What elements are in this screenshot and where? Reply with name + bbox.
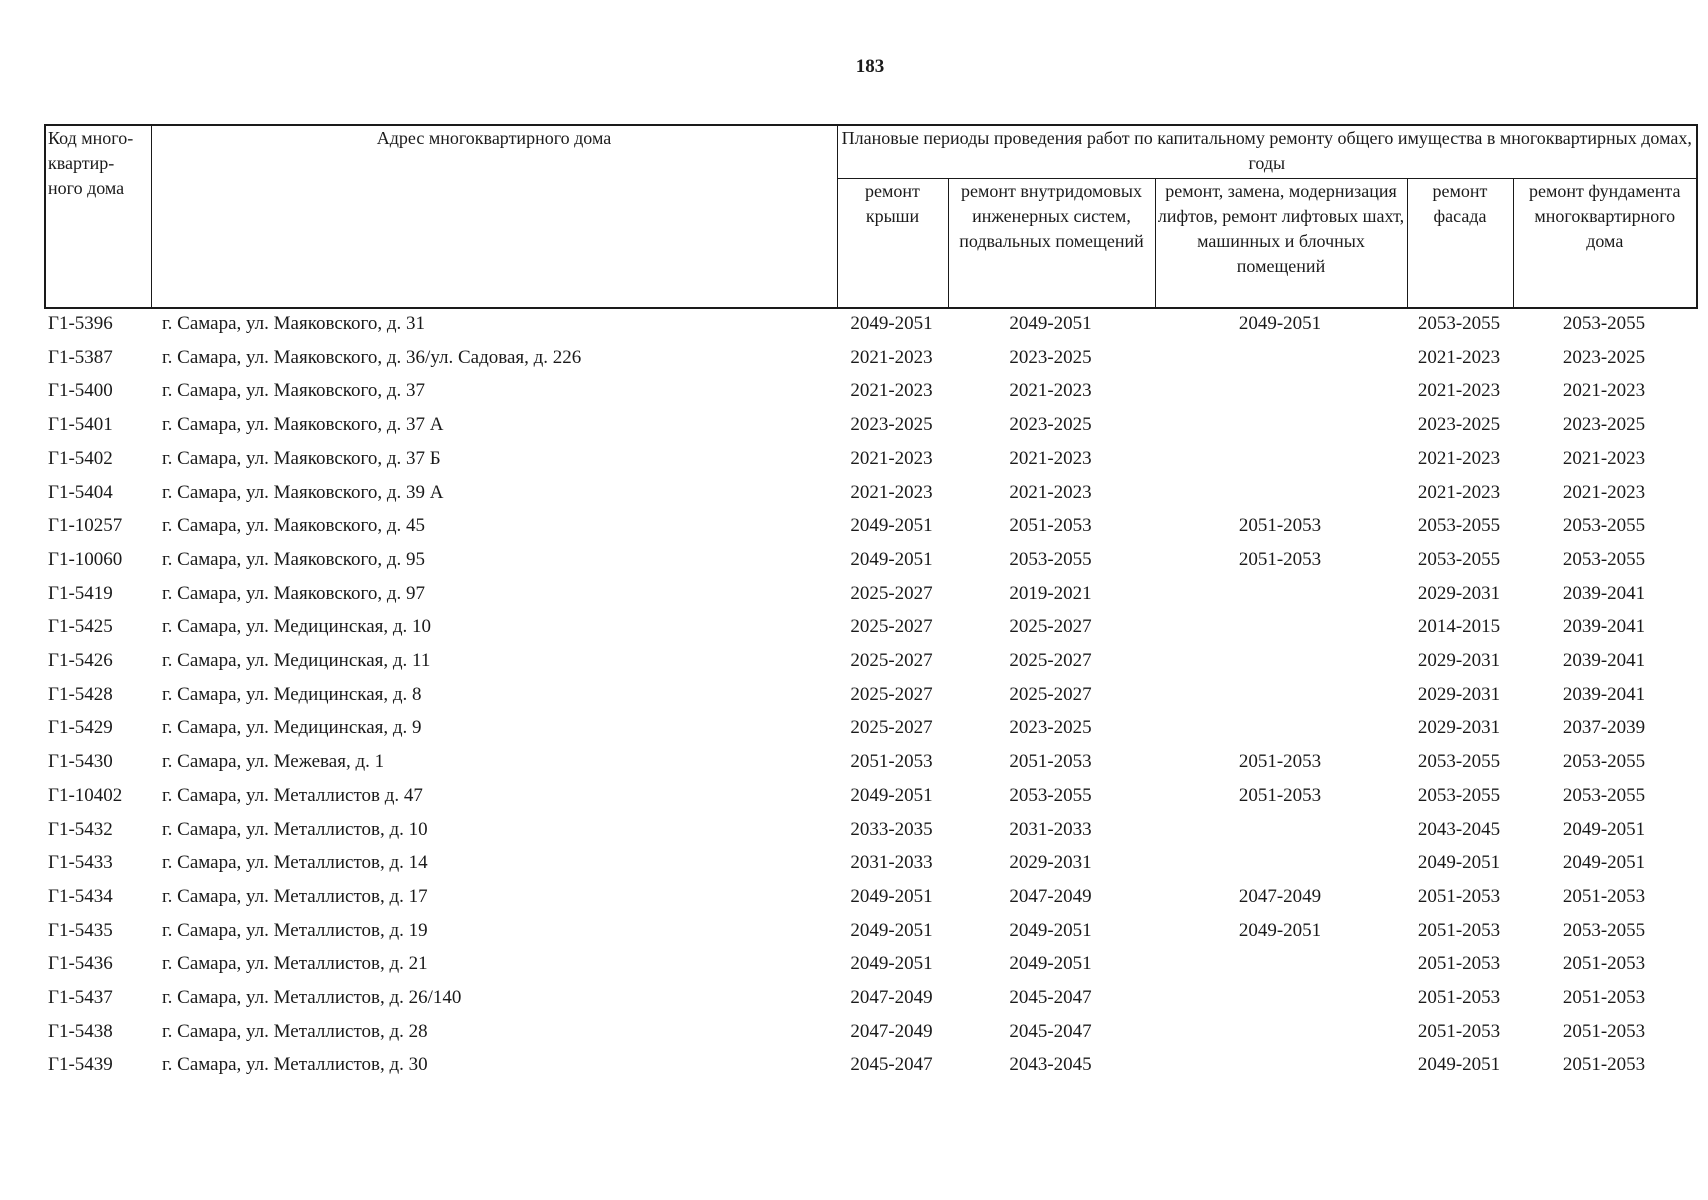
cell-elevators: 2049-2051 [1238,313,1322,334]
cell-engineering: 2049-2051 [1009,313,1092,334]
cell-facade: 2049-2051 [1417,1054,1501,1076]
cell-roof: 2021-2023 [850,380,933,402]
cell-roof: 2031-2033 [850,852,933,874]
table-row [44,846,1696,880]
cell-code: Г1-5419 [48,582,113,604]
cell-foundation: 2039-2041 [1562,582,1646,604]
cell-facade: 2014-2015 [1417,616,1501,638]
cell-address: г. Самара, ул. Металлистов, д. 19 [162,919,428,941]
cell-roof: 2049-2051 [850,784,933,806]
cell-facade: 2053-2055 [1417,515,1501,537]
cell-roof: 2025-2027 [850,717,933,739]
cell-roof: 2025-2027 [850,683,933,705]
table-row [44,476,1696,510]
cell-roof: 2049-2051 [850,548,933,570]
cell-foundation: 2051-2053 [1562,1054,1646,1076]
cell-engineering: 2025-2027 [1009,683,1092,705]
table-row [44,644,1696,678]
cell-foundation: 2051-2053 [1562,885,1646,907]
cell-facade: 2021-2023 [1417,481,1501,503]
cell-roof: 2025-2027 [850,616,933,638]
cell-foundation: 2053-2055 [1562,548,1646,570]
cell-roof: 2051-2053 [850,751,933,773]
cell-address: г. Самара, ул. Маяковского, д. 37 [162,380,426,402]
cell-address: г. Самара, ул. Металлистов, д. 26/140 [162,987,462,1009]
cell-roof: 2045-2047 [850,1054,933,1076]
cell-elevators: 2047-2049 [1238,885,1322,907]
cell-elevators [1154,1048,1406,1082]
cell-facade: 2053-2055 [1417,548,1501,570]
cell-elevators: 2049-2051 [1238,919,1322,941]
cell-code: Г1-5401 [48,414,113,436]
cell-facade: 2053-2055 [1417,751,1501,773]
cell-address: г. Самара, ул. Металлистов, д. 21 [162,953,428,975]
cell-engineering: 2023-2025 [1009,414,1092,436]
cell-facade: 2029-2031 [1417,683,1501,705]
cell-address: г. Самара, ул. Маяковского, д. 39 А [162,481,444,503]
cell-address: г. Самара, ул. Металлистов д. 47 [162,784,423,806]
header-roof: ремонт крыши [837,178,948,308]
cell-foundation: 2039-2041 [1562,683,1646,705]
cell-code: Г1-5435 [48,919,113,941]
cell-code: Г1-10402 [48,784,123,806]
cell-foundation: 2053-2055 [1562,751,1646,773]
cell-engineering: 2051-2053 [1009,751,1092,773]
cell-code: Г1-5425 [48,616,113,638]
cell-elevators [1154,610,1406,644]
cell-elevators [1154,577,1406,611]
cell-facade: 2029-2031 [1417,582,1501,604]
cell-elevators [1154,644,1406,678]
cell-address: г. Самара, ул. Металлистов, д. 14 [162,852,428,874]
cell-engineering: 2045-2047 [1009,1020,1092,1042]
table-row [44,745,1696,779]
cell-elevators [1154,947,1406,981]
cell-facade: 2043-2045 [1417,818,1501,840]
cell-roof: 2047-2049 [850,987,933,1009]
cell-code: Г1-5439 [48,1054,113,1076]
table-body [44,307,1696,1082]
cell-address: г. Самара, ул. Межевая, д. 1 [162,751,385,773]
cell-elevators: 2051-2053 [1238,548,1322,570]
table-row [44,981,1696,1015]
cell-elevators [1154,813,1406,847]
header-engineering: ремонт внутридомовых инженерных систем, подвальных помещений [948,178,1155,308]
cell-roof: 2023-2025 [850,414,933,436]
cell-code: Г1-5434 [48,885,113,907]
cell-code: Г1-5430 [48,751,113,773]
cell-code: Г1-5432 [48,818,113,840]
cell-elevators [1154,846,1406,880]
cell-address: г. Самара, ул. Медицинская, д. 9 [162,717,422,739]
cell-code: Г1-5428 [48,683,113,705]
cell-foundation: 2021-2023 [1562,481,1646,503]
cell-foundation: 2053-2055 [1562,515,1646,537]
cell-facade: 2051-2053 [1417,885,1501,907]
cell-elevators [1154,408,1406,442]
cell-foundation: 2051-2053 [1562,1020,1646,1042]
cell-address: г. Самара, ул. Маяковского, д. 95 [162,548,426,570]
cell-engineering: 2023-2025 [1009,346,1092,368]
cell-facade: 2029-2031 [1417,650,1501,672]
cell-facade: 2029-2031 [1417,717,1501,739]
cell-engineering: 2053-2055 [1009,548,1092,570]
cell-code: Г1-10257 [48,515,123,537]
cell-foundation: 2023-2025 [1562,346,1646,368]
cell-elevators [1154,1015,1406,1049]
cell-elevators [1154,374,1406,408]
cell-address: г. Самара, ул. Металлистов, д. 10 [162,818,428,840]
cell-engineering: 2053-2055 [1009,784,1092,806]
cell-foundation: 2039-2041 [1562,616,1646,638]
cell-address: г. Самара, ул. Медицинская, д. 10 [162,616,432,638]
cell-roof: 2047-2049 [850,1020,933,1042]
table-row [44,610,1696,644]
cell-engineering: 2021-2023 [1009,481,1092,503]
table-row [44,813,1696,847]
cell-code: Г1-5402 [48,447,113,469]
cell-code: Г1-5404 [48,481,113,503]
table-row [44,947,1696,981]
cell-address: г. Самара, ул. Медицинская, д. 11 [162,650,431,672]
header-facade: ремонт фасада [1407,178,1513,308]
cell-engineering: 2025-2027 [1009,650,1092,672]
cell-facade: 2023-2025 [1417,414,1501,436]
cell-elevators [1154,981,1406,1015]
cell-roof: 2025-2027 [850,650,933,672]
cell-facade: 2049-2051 [1417,852,1501,874]
cell-address: г. Самара, ул. Маяковского, д. 45 [162,515,426,537]
cell-roof: 2049-2051 [850,885,933,907]
cell-code: Г1-5387 [48,346,113,368]
cell-engineering: 2031-2033 [1009,818,1092,840]
table-row [44,711,1696,745]
table-row [44,1048,1696,1082]
cell-engineering: 2023-2025 [1009,717,1092,739]
table-row [44,577,1696,611]
cell-facade: 2053-2055 [1417,784,1501,806]
cell-elevators [1154,476,1406,510]
cell-code: Г1-5438 [48,1020,113,1042]
table-row [44,678,1696,712]
cell-elevators [1154,442,1406,476]
cell-address: г. Самара, ул. Маяковского, д. 31 [162,313,426,334]
cell-facade: 2053-2055 [1417,313,1501,334]
cell-foundation: 2051-2053 [1562,953,1646,975]
cell-code: Г1-5426 [48,650,113,672]
cell-address: г. Самара, ул. Маяковского, д. 37 Б [162,447,441,469]
cell-roof: 2033-2035 [850,818,933,840]
header-foundation: ремонт фундамента многоквартирного дома [1513,178,1697,308]
table-row [44,408,1696,442]
cell-code: Г1-5437 [48,987,113,1009]
cell-elevators: 2051-2053 [1238,751,1322,773]
cell-roof: 2021-2023 [850,481,933,503]
table-row [44,1015,1696,1049]
cell-engineering: 2045-2047 [1009,987,1092,1009]
cell-roof: 2049-2051 [850,515,933,537]
cell-foundation: 2053-2055 [1562,313,1646,334]
cell-elevators [1154,341,1406,375]
cell-facade: 2021-2023 [1417,447,1501,469]
table-row [44,914,1696,948]
cell-address: г. Самара, ул. Металлистов, д. 17 [162,885,428,907]
cell-facade: 2051-2053 [1417,1020,1501,1042]
table-row [44,779,1696,813]
cell-foundation: 2039-2041 [1562,650,1646,672]
cell-foundation: 2051-2053 [1562,987,1646,1009]
cell-roof: 2049-2051 [850,953,933,975]
header-elevators: ремонт, замена, модернизация лифтов, ремонт лифтовых шахт, машинных и блочных помещений [1155,178,1407,308]
cell-roof: 2021-2023 [850,447,933,469]
cell-code: Г1-5400 [48,380,113,402]
page-number: 183 [855,56,885,77]
cell-address: г. Самара, ул. Маяковского, д. 36/ул. Садовая, д. 226 [162,346,582,368]
table-row [44,307,1696,341]
cell-foundation: 2037-2039 [1562,717,1646,739]
cell-foundation: 2053-2055 [1562,784,1646,806]
cell-roof: 2049-2051 [850,313,933,334]
header-code: Код много-квартир-ного дома [45,125,151,308]
cell-elevators: 2051-2053 [1238,784,1322,806]
cell-roof: 2025-2027 [850,582,933,604]
cell-roof: 2021-2023 [850,346,933,368]
cell-engineering: 2043-2045 [1009,1054,1092,1076]
cell-engineering: 2047-2049 [1009,885,1092,907]
table-row [44,509,1696,543]
cell-engineering: 2021-2023 [1009,380,1092,402]
cell-elevators: 2051-2053 [1238,515,1322,537]
cell-code: Г1-5436 [48,953,113,975]
table-row [44,880,1696,914]
header-periods: Плановые периоды проведения работ по капитальному ремонту общего имущества в многоквартирных домах, годы [837,125,1697,178]
cell-facade: 2051-2053 [1417,919,1501,941]
cell-elevators [1154,678,1406,712]
cell-address: г. Самара, ул. Металлистов, д. 28 [162,1020,428,1042]
header-address: Адрес многоквартирного дома [151,125,837,308]
cell-code: Г1-5396 [48,313,113,334]
cell-engineering: 2051-2053 [1009,515,1092,537]
cell-engineering: 2049-2051 [1009,919,1092,941]
cell-address: г. Самара, ул. Металлистов, д. 30 [162,1054,428,1076]
cell-engineering: 2025-2027 [1009,616,1092,638]
table-row [44,341,1696,375]
cell-address: г. Самара, ул. Маяковского, д. 37 А [162,414,444,436]
table-header [44,124,1698,309]
cell-engineering: 2049-2051 [1009,953,1092,975]
table-row [44,374,1696,408]
cell-code: Г1-10060 [48,548,123,570]
cell-foundation: 2049-2051 [1562,818,1646,840]
cell-foundation: 2021-2023 [1562,380,1646,402]
table-row [44,442,1696,476]
cell-address: г. Самара, ул. Медицинская, д. 8 [162,683,422,705]
cell-elevators [1154,711,1406,745]
cell-roof: 2049-2051 [850,919,933,941]
cell-code: Г1-5433 [48,852,113,874]
cell-foundation: 2023-2025 [1562,414,1646,436]
cell-facade: 2021-2023 [1417,380,1501,402]
cell-engineering: 2021-2023 [1009,447,1092,469]
cell-facade: 2021-2023 [1417,346,1501,368]
cell-facade: 2051-2053 [1417,987,1501,1009]
cell-foundation: 2053-2055 [1562,919,1646,941]
cell-engineering: 2029-2031 [1009,852,1092,874]
cell-address: г. Самара, ул. Маяковского, д. 97 [162,582,426,604]
cell-foundation: 2049-2051 [1562,852,1646,874]
cell-engineering: 2019-2021 [1009,582,1092,604]
table-row [44,543,1696,577]
cell-code: Г1-5429 [48,717,113,739]
cell-facade: 2051-2053 [1417,953,1501,975]
cell-foundation: 2021-2023 [1562,447,1646,469]
